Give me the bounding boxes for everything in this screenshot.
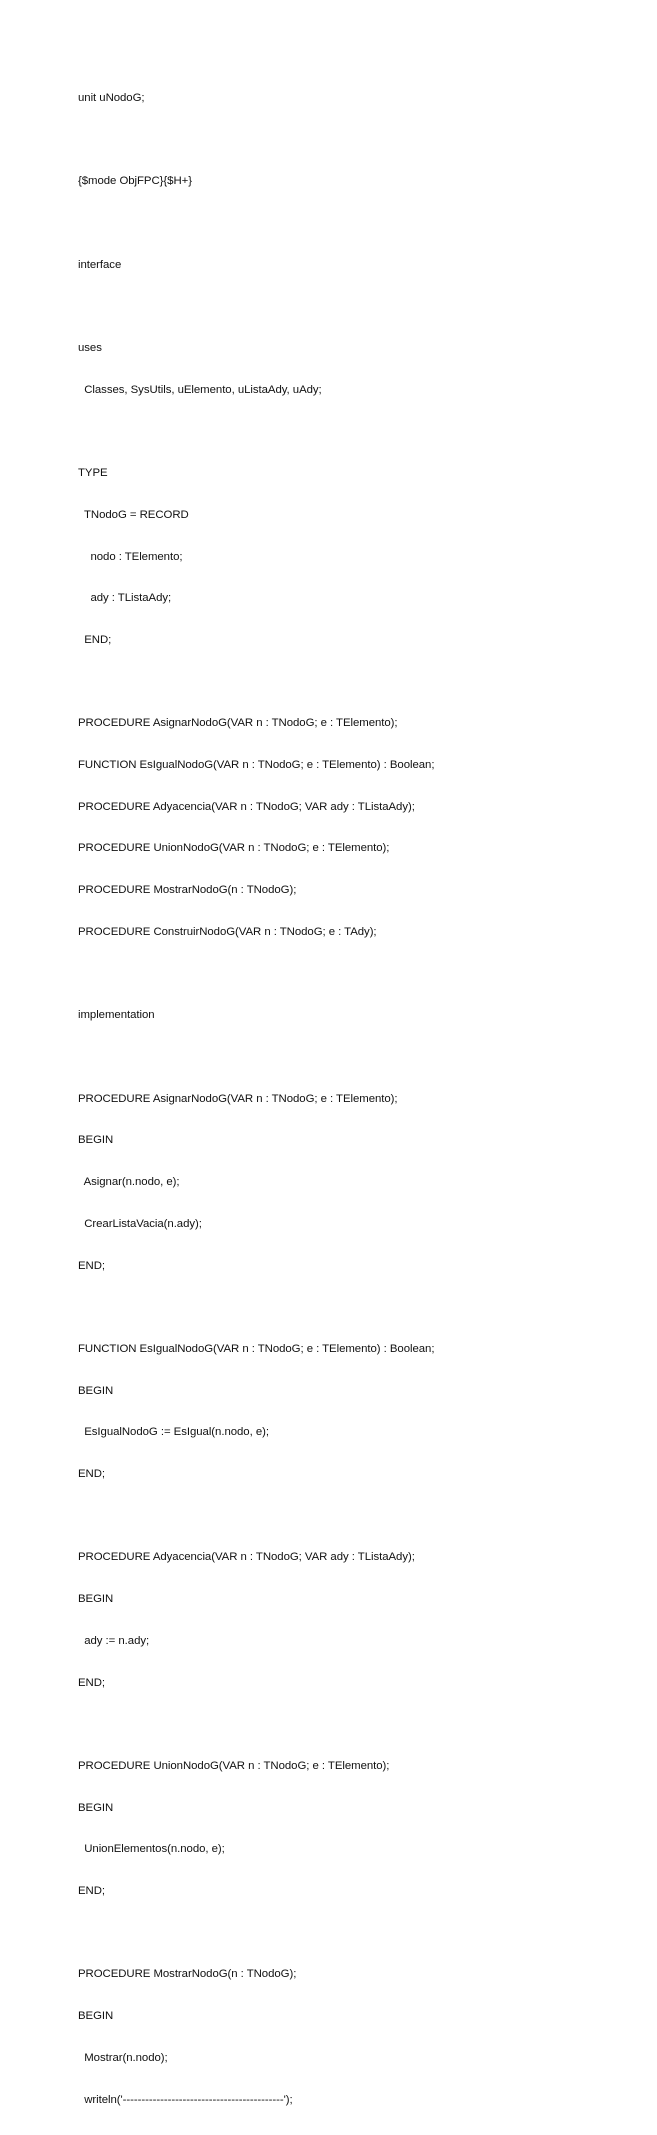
code-line [78, 676, 638, 690]
code-line [78, 300, 638, 314]
code-line: PROCEDURE MostrarNodoG(n : TNodoG); [78, 884, 297, 897]
code-line: FUNCTION EsIgualNodoG(VAR n : TNodoG; e : TElemento) : Boolean; [78, 759, 435, 772]
code-line: unit uNodoG; [78, 91, 145, 104]
code-line [78, 1927, 638, 1941]
code-line: uses [78, 342, 102, 355]
code-line: Classes, SysUtils, uElemento, uListaAdy, uAdy; [78, 383, 322, 396]
code-line: ady : TListaAdy; [78, 592, 172, 605]
code-line: BEGIN [78, 1134, 114, 1147]
code-line: BEGIN [78, 1801, 114, 1814]
code-line: {$mode ObjFPC}{$H+} [78, 175, 192, 188]
code-line: interface [78, 258, 122, 271]
code-line [78, 1301, 638, 1315]
code-line: TNodoG = RECORD [78, 508, 189, 521]
code-line [78, 1718, 638, 1732]
code-line: END; [78, 1885, 106, 1898]
code-line: BEGIN [78, 1593, 114, 1606]
code-line: PROCEDURE ConstruirNodoG(VAR n : TNodoG; e : TAdy); [78, 925, 377, 938]
code-line: Asignar(n.nodo, e); [78, 1176, 180, 1189]
code-line [78, 1051, 638, 1065]
code-line: END; [78, 1259, 106, 1272]
code-line: TYPE [78, 467, 108, 480]
code-line: nodo : TElemento; [78, 550, 183, 563]
code-line: Mostrar(n.nodo); [78, 2051, 168, 2064]
code-line: UnionElementos(n.nodo, e); [78, 1843, 225, 1856]
code-line [78, 425, 638, 439]
code-line: PROCEDURE UnionNodoG(VAR n : TNodoG; e : TElemento); [78, 842, 390, 855]
code-line: BEGIN [78, 1384, 114, 1397]
code-line: PROCEDURE Adyacencia(VAR n : TNodoG; VAR ady : TListaAdy); [78, 1551, 415, 1564]
code-line: PROCEDURE UnionNodoG(VAR n : TNodoG; e : TElemento); [78, 1759, 390, 1772]
code-line [78, 217, 638, 231]
code-line: BEGIN [78, 2010, 114, 2023]
code-line: PROCEDURE MostrarNodoG(n : TNodoG); [78, 1968, 297, 1981]
code-line: PROCEDURE AsignarNodoG(VAR n : TNodoG; e : TElemento); [78, 717, 398, 730]
source-code-listing [78, 64, 638, 2135]
code-line: CrearListaVacia(n.ady); [78, 1217, 202, 1230]
code-line: PROCEDURE AsignarNodoG(VAR n : TNodoG; e : TElemento); [78, 1092, 398, 1105]
code-line: PROCEDURE Adyacencia(VAR n : TNodoG; VAR ady : TListaAdy); [78, 800, 415, 813]
code-line: implementation [78, 1009, 155, 1022]
code-line: EsIgualNodoG := EsIgual(n.nodo, e); [78, 1426, 269, 1439]
code-line [78, 968, 638, 982]
code-line: FUNCTION EsIgualNodoG(VAR n : TNodoG; e : TElemento) : Boolean; [78, 1342, 435, 1355]
code-line: END; [78, 633, 112, 646]
code-line: END; [78, 1468, 106, 1481]
code-line [78, 1510, 638, 1524]
code-line [78, 134, 638, 148]
code-line: writeln('-------------------------------------------'); [78, 2093, 293, 2106]
code-line: END; [78, 1676, 106, 1689]
code-line: ady := n.ady; [78, 1634, 150, 1647]
